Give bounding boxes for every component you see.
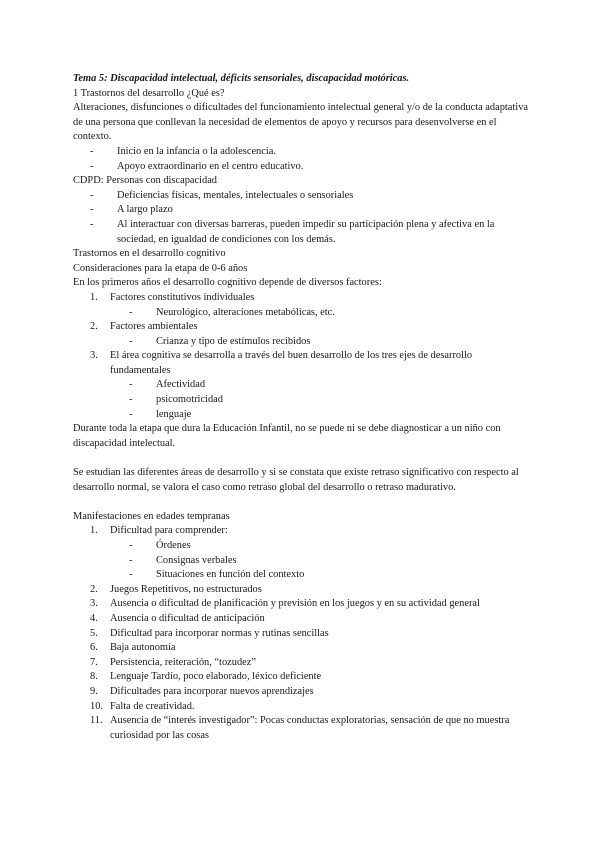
numbered-item <box>73 349 533 378</box>
cognitive-heading: Trastornos en el desarrollo cognitivo <box>73 248 226 260</box>
sub-bullet-item <box>73 554 533 569</box>
item-number: 3. <box>90 350 98 362</box>
numbered-item <box>73 685 533 700</box>
list-item-text: Deficiencias físicas, mentales, intelectuales o sensoriales <box>117 189 354 201</box>
numbered-item <box>73 291 533 306</box>
item-number: 5. <box>90 627 98 639</box>
numbered-item <box>73 612 533 627</box>
item-text: Falta de creatividad. <box>110 700 195 712</box>
item-text: Ausencia o dificultad de planificación y previsión en los juegos y en su actividad general <box>110 598 480 610</box>
item-number: 10. <box>90 700 103 712</box>
item-text: Factores ambientales <box>110 321 198 333</box>
dash-marker: - <box>129 379 133 391</box>
sub-bullet-item <box>73 393 533 408</box>
sub-bullet-item <box>73 408 533 423</box>
item-text: Juegos Repetitivos, no estructurados <box>110 583 262 595</box>
numbered-item <box>73 714 533 743</box>
list-item-text: A largo plazo <box>117 204 173 216</box>
list-item-text: Inicio en la infancia o la adolescencia. <box>117 145 276 157</box>
considerations-line: Consideraciones para la etapa de 0-6 años <box>73 262 248 274</box>
dash-marker: - <box>129 306 133 318</box>
numbered-item <box>73 641 533 656</box>
item-text: Baja autonomía <box>110 642 176 654</box>
list-item-text: psicomotricidad <box>156 394 223 406</box>
item-text: Lenguaje Tardío, poco elaborado, léxico deficiente <box>110 671 322 683</box>
bullet-item <box>73 218 533 247</box>
dash-marker: - <box>90 145 94 157</box>
list-item-text: Situaciones en función del contexto <box>156 569 305 581</box>
list-item-text: Al interactuar con diversas barreras, pueden impedir su participación plena y afectiva en la sociedad, en igualdad de condiciones con los demás. <box>117 218 495 245</box>
dash-marker: - <box>90 204 94 216</box>
dash-marker: - <box>90 160 94 172</box>
numbered-item <box>73 656 533 671</box>
item-number: 3. <box>90 598 98 610</box>
numbered-item <box>73 320 533 335</box>
item-text: Dificultad para incorporar normas y rutinas sencillas <box>110 627 329 639</box>
bullet-list <box>73 145 533 174</box>
dash-marker: - <box>129 540 133 551</box>
numbered-item <box>73 627 533 642</box>
item-number: 7. <box>90 656 98 668</box>
item-text: El área cognitiva se desarrolla a través del buen desarrollo de los tres ejes de desarrollo fundamentales <box>110 350 473 376</box>
numbered-list <box>73 524 533 743</box>
item-number: 4. <box>90 612 98 624</box>
definition-paragraph: Alteraciones, disfunciones o dificultades del funcionamiento intelectual general y/o de la conducta adaptativa de una persona que conllevan la necesidad de elementos de apoyo y recursos para desenvolverse en el contexto. <box>73 102 528 143</box>
item-number: 2. <box>90 583 98 595</box>
list-item-text: Neurológico, alteraciones metabólicas, etc. <box>156 306 335 318</box>
item-text: Ausencia de “interés investigador”: Pocas conductas exploratorias, sensación de que no muestra curiosidad por las cosas <box>110 715 510 741</box>
bullet-item <box>73 160 533 175</box>
numbered-item <box>73 583 533 598</box>
manifestations-heading: Manifestaciones en edades tempranas <box>73 510 230 522</box>
item-number: 1. <box>90 291 98 303</box>
item-number: 6. <box>90 642 98 654</box>
item-text: Ausencia o dificultad de anticipación <box>110 612 265 624</box>
dash-marker: - <box>129 408 133 420</box>
numbered-item <box>73 524 533 539</box>
list-item-text: Órdenes <box>156 540 191 551</box>
sub-bullet-item <box>73 568 533 583</box>
bullet-item <box>73 189 533 204</box>
item-number: 1. <box>90 525 98 537</box>
dash-marker: - <box>129 554 133 566</box>
list-item-text: lenguaje <box>156 408 192 420</box>
factors-intro: En los primeros años el desarrollo cognitivo depende de diversos factores: <box>73 277 382 289</box>
dash-marker: - <box>90 218 94 230</box>
list-item-text: Afectividad <box>156 379 206 391</box>
list-item-text: Crianza y tipo de estímulos recibidos <box>156 335 311 347</box>
numbered-item <box>73 700 533 715</box>
item-number: 9. <box>90 685 98 697</box>
diagnosis-paragraph: Durante toda la etapa que dura la Educación Infantil, no se puede ni se debe diagnosticar a un niño con discapacidad intelectual. <box>73 423 501 449</box>
list-item-text: Apoyo extraordinario en el centro educativo. <box>117 160 304 172</box>
sub-bullet-item <box>73 306 533 321</box>
sub-bullet-item <box>73 539 533 554</box>
numbered-item <box>73 670 533 685</box>
cdpd-heading: CDPD: Personas con discapacidad <box>73 175 217 187</box>
dash-marker: - <box>129 394 133 406</box>
item-text: Persistencia, reiteración, “tozudez” <box>110 656 256 668</box>
item-number: 11. <box>90 715 103 727</box>
item-text: Dificultades para incorporar nuevos aprendizajes <box>110 685 314 697</box>
dash-marker: - <box>90 189 94 201</box>
bullet-item <box>73 145 533 160</box>
document-title: Tema 5: Discapacidad intelectual, déficits sensoriales, discapacidad motóricas. <box>73 73 410 84</box>
numbered-item <box>73 597 533 612</box>
bullet-list <box>73 189 533 247</box>
study-paragraph: Se estudian las diferentes áreas de desarrollo y si se constata que existe retraso significativo con respecto al desarrollo normal, se valora el caso como retraso global del desarrollo o retraso madurativo. <box>73 467 519 493</box>
sub-bullet-item <box>73 335 533 350</box>
dash-marker: - <box>129 569 133 581</box>
numbered-list <box>73 291 533 422</box>
item-text: Dificultad para comprender: <box>110 525 228 537</box>
sub-bullet-item <box>73 378 533 393</box>
section-heading: 1 Trastornos del desarrollo ¿Qué es? <box>73 87 225 99</box>
item-text: Factores constitutivos individuales <box>110 291 255 303</box>
bullet-item <box>73 203 533 218</box>
dash-marker: - <box>129 335 133 347</box>
item-number: 8. <box>90 671 98 683</box>
list-item-text: Consignas verbales <box>156 554 237 566</box>
document-body <box>73 72 533 743</box>
item-number: 2. <box>90 321 98 333</box>
